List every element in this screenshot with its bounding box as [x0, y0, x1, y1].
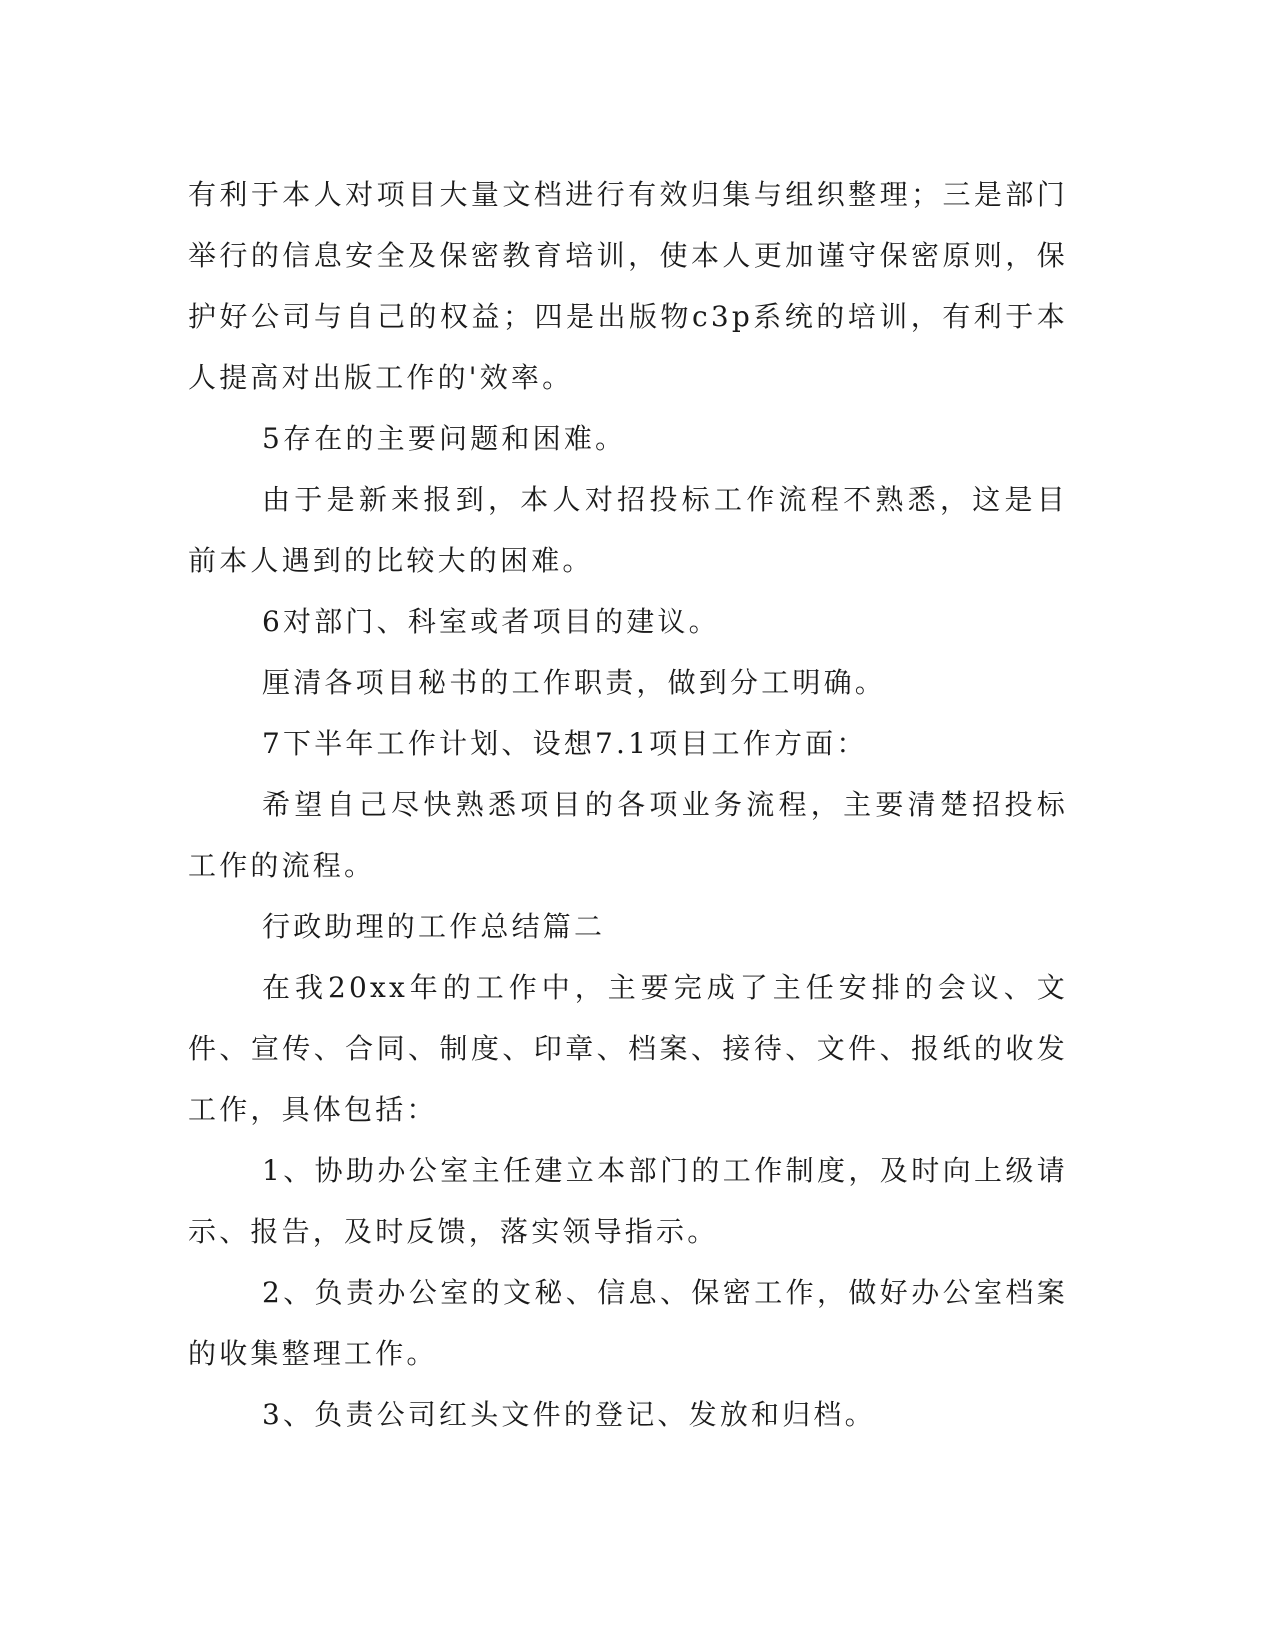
paragraph-1: 有利于本人对项目大量文档进行有效归集与组织整理；三是部门举行的信息安全及保密教育培训，使本人更加谨守保密原则，保护好公司与自己的权益；四是出版物c3p系统的培训，有利于本人提高对出版工作的'效率。	[188, 178, 1068, 394]
paragraph-6: 7下半年工作计划、设想7.1项目工作方面：	[262, 727, 868, 760]
paragraph-7: 希望自己尽快熟悉项目的各项业务流程，主要清楚招投标工作的流程。	[188, 788, 1068, 882]
list-item-3: 3、负责公司红头文件的登记、发放和归档。	[262, 1398, 876, 1431]
paragraph-3: 由于是新来报到，本人对招投标工作流程不熟悉，这是目前本人遇到的比较大的困难。	[188, 483, 1068, 577]
paragraph-4: 6对部门、科室或者项目的建议。	[262, 605, 720, 638]
paragraph-9: 在我20xx年的工作中，主要完成了主任安排的会议、文件、宣传、合同、制度、印章、档案、接待、文件、报纸的收发工作，具体包括：	[188, 971, 1068, 1126]
section-heading: 行政助理的工作总结篇二	[262, 910, 606, 943]
list-item-2: 2、负责办公室的文秘、信息、保密工作，做好办公室档案的收集整理工作。	[188, 1276, 1068, 1370]
paragraph-2: 5存在的主要问题和困难。	[262, 422, 627, 455]
paragraph-5: 厘清各项目秘书的工作职责，做到分工明确。	[262, 666, 887, 699]
list-item-1: 1、协助办公室主任建立本部门的工作制度，及时向上级请示、报告，及时反馈，落实领导指示。	[188, 1154, 1068, 1248]
document-body	[188, 164, 1068, 1445]
